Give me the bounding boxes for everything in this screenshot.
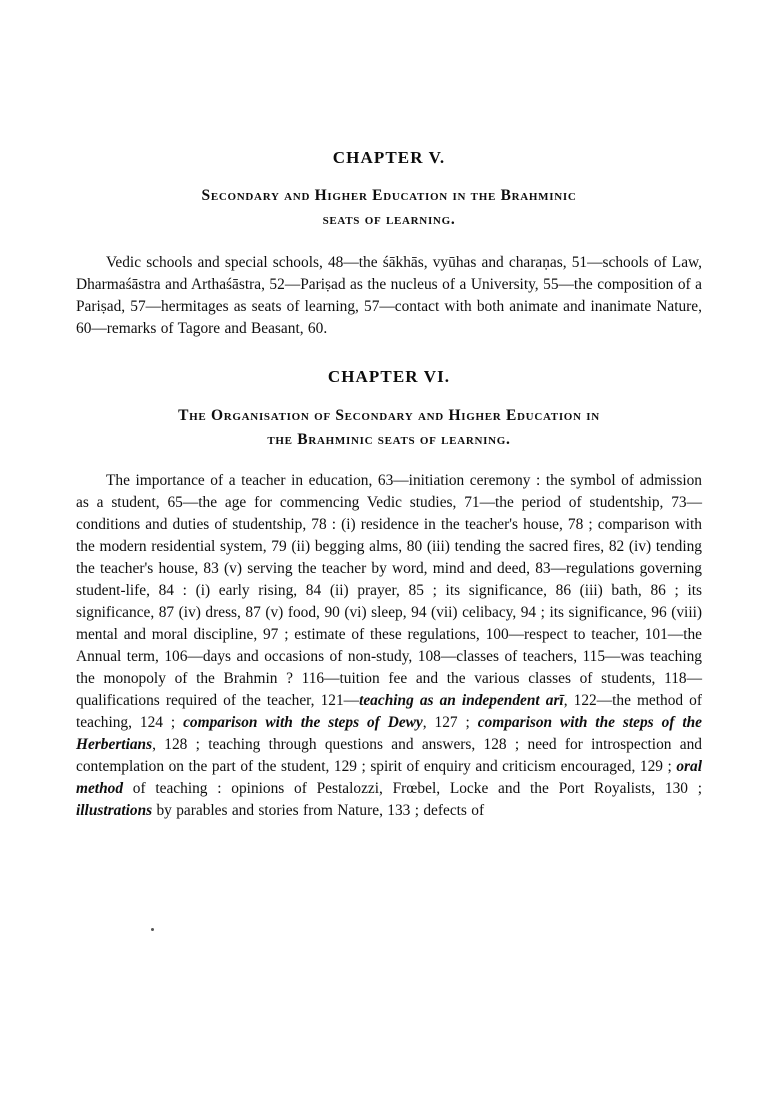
chapter-vi-title-line-2: the Brahminic seats of learning. bbox=[267, 431, 511, 449]
chapter-v-summary-paragraph: Vedic schools and special schools, 48—the śākhās, vyūhas and charaṇas, 51—schools of Law, Dharmaśāstra and Arthaśāstra, 52—Pariṣad as the nucleus of a University, 55—the composition of a Pariṣad, 57—hermitages as seats of learning, 57—contact with both animate and inanimate Nature, 60—remarks of Tagore and Beasant, 60. bbox=[76, 254, 702, 338]
text-column bbox=[76, 0, 702, 822]
chapter-vi-number-heading: CHAPTER VI. bbox=[327, 367, 451, 387]
chapter-vi-title bbox=[76, 404, 702, 452]
chapter-vi-title-line-1: The Organisation of Secondary and Higher Education in bbox=[178, 407, 600, 425]
chapter-v-title-line-1: Secondary and Higher Education in the Brahminic bbox=[201, 187, 577, 204]
chapter-v-title-line-2: seats of learning. bbox=[322, 211, 456, 229]
chapter-vi-summary-paragraph: The importance of a teacher in education, 63—initiation ceremony : the symbol of admission as a student, 65—the age for commencing Vedic studies, 71—the period of studentship, 73—conditions and duties of studentship, 78 : (i) residence in the teacher's house, 78 ; comparison with the modern residential system, 79 (ii) begging alms, 80 (iii) tending the sacred fires, 82 (iv) tending the teacher's house, 83 (v) serving the teacher by word, mind and deed, 83—regulations governing student-life, 84 : (i) early rising, 84 (ii) prayer, 85 ; its significance, 86 (iii) bath, 86 ; its significance, 87 (iv) dress, 87 (v) food, 90 (vi) sleep, 94 (vii) celibacy, 94 ; its significance, 96 (viii) mental and moral discipline, 97 ; estimate of these regulations, 100—respect to teacher, 101—the Annual term, 106—days and occasions of non-study, 108—classes of teachers, 115—was teaching the monopoly of the Brahmin ? 116—tuition fee and the various classes of students, 118—qualifications required of the teacher, 121—teaching as an independent arī, 122—the method of teaching, 124 ; comparison with the steps of Dewy, 127 ; comparison with the steps of the Herbertians, 128 ; teaching through questions and answers, 128 ; need for introspection and contemplation on the part of the student, 129 ; spirit of enquiry and criticism encouraged, 129 ; oral method of teaching : opinions of Pestalozzi, Frœbel, Locke and the Port Royalists, 130 ; illustrations by parables and stories from Nature, 133 ; defects of bbox=[76, 472, 702, 820]
chapter-v-title bbox=[76, 184, 702, 232]
chapter-v-number-heading: CHAPTER V. bbox=[332, 148, 446, 167]
scan-speck-artifact bbox=[151, 928, 154, 931]
